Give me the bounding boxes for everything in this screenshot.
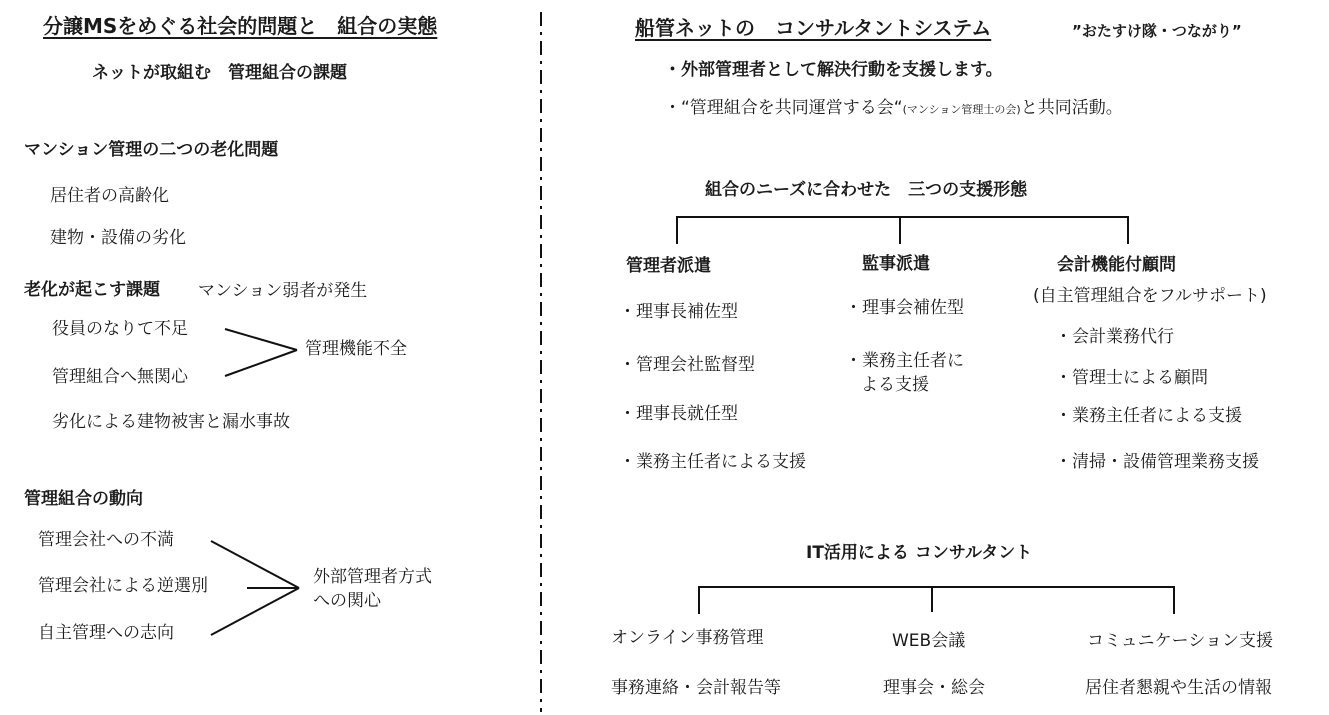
col-accounting-advisor-item: ・清掃・設備管理業務支援 <box>1055 452 1259 472</box>
col-auditor-dispatch-title: 監事派遣 <box>862 254 930 274</box>
bullet-joint-activity <box>664 98 1123 119</box>
it-col-title: オンライン事務管理 <box>611 628 764 648</box>
trend-source: 管理会社への不満 <box>38 530 174 550</box>
bullet-joint-tail: と共同活動。 <box>1020 98 1123 118</box>
left-subtitle: ネットが取組む 管理組合の課題 <box>92 63 347 83</box>
issues-result: 管理機能不全 <box>305 339 407 359</box>
col-accounting-advisor-subtitle: (自主管理組合をフルサポート) <box>1033 286 1267 306</box>
it-col-desc: 事務連絡・会計報告等 <box>611 678 781 698</box>
col-manager-dispatch-title: 管理者派遣 <box>626 256 711 276</box>
col-manager-dispatch-item: ・理事長就任型 <box>619 404 738 424</box>
col-auditor-dispatch-item: ・業務主任者に <box>845 351 964 371</box>
bullet-joint-main: ・“管理組合を共同運営する会“ <box>664 98 903 118</box>
issues-source: 役員のなりて不足 <box>52 319 188 339</box>
support-heading: 組合のニーズに合わせた 三つの支援形態 <box>705 180 1028 200</box>
aging-item: 居住者の高齢化 <box>50 186 169 206</box>
trend-source: 管理会社による逆選別 <box>38 576 208 596</box>
col-accounting-advisor-item: ・会計業務代行 <box>1055 327 1174 347</box>
col-manager-dispatch-item: ・業務主任者による支援 <box>619 452 806 472</box>
issues-connector-top <box>225 329 297 350</box>
col-auditor-dispatch-item: よる支援 <box>861 375 929 395</box>
trend-connector-bottom <box>211 588 299 635</box>
trend-heading: 管理組合の動向 <box>24 489 143 509</box>
bullet-outside-manager: ・外部管理者として解決行動を支援します。 <box>664 60 1003 80</box>
col-accounting-advisor-item: ・管理士による顧問 <box>1055 368 1208 388</box>
it-col-desc: 理事会・総会 <box>883 678 985 698</box>
issues-heading: 老化が起こす課題 <box>24 280 160 300</box>
right-tagline: ”おたすけ隊・つながり” <box>1072 22 1242 40</box>
issues-note: マンション弱者が発生 <box>198 281 368 301</box>
aging-heading: マンション管理の二つの老化問題 <box>24 140 279 160</box>
col-auditor-dispatch-item: ・理事会補佐型 <box>845 298 964 318</box>
issues-extra: 劣化による建物被害と漏水事故 <box>52 412 290 432</box>
col-accounting-advisor-title: 会計機能付顧問 <box>1057 255 1176 275</box>
issues-source: 管理組合へ無関心 <box>52 367 188 387</box>
col-manager-dispatch-item: ・管理会社監督型 <box>619 355 755 375</box>
left-title: 分譲MSをめぐる社会的問題と 組合の実態 <box>43 14 438 38</box>
aging-item: 建物・設備の劣化 <box>50 228 186 248</box>
trend-result-line1: 外部管理者方式 <box>313 567 432 587</box>
right-title: 船管ネットの コンサルタントシステム <box>635 16 992 40</box>
issues-connector-bottom <box>225 350 297 376</box>
trend-result-line2: への関心 <box>313 591 381 611</box>
trend-source: 自主管理への志向 <box>38 623 174 643</box>
col-accounting-advisor-item: ・業務主任者による支援 <box>1055 406 1242 426</box>
trend-connector-top <box>211 541 299 588</box>
it-col-title: コミュニケーション支援 <box>1087 631 1273 651</box>
col-manager-dispatch-item: ・理事長補佐型 <box>619 302 738 322</box>
it-col-title: WEB会議 <box>892 631 966 651</box>
it-heading: IT活用による コンサルタント <box>806 543 1033 563</box>
it-col-desc: 居住者懇親や生活の情報 <box>1085 678 1272 698</box>
bullet-joint-small: (マンション管理士の会) <box>902 103 1021 116</box>
